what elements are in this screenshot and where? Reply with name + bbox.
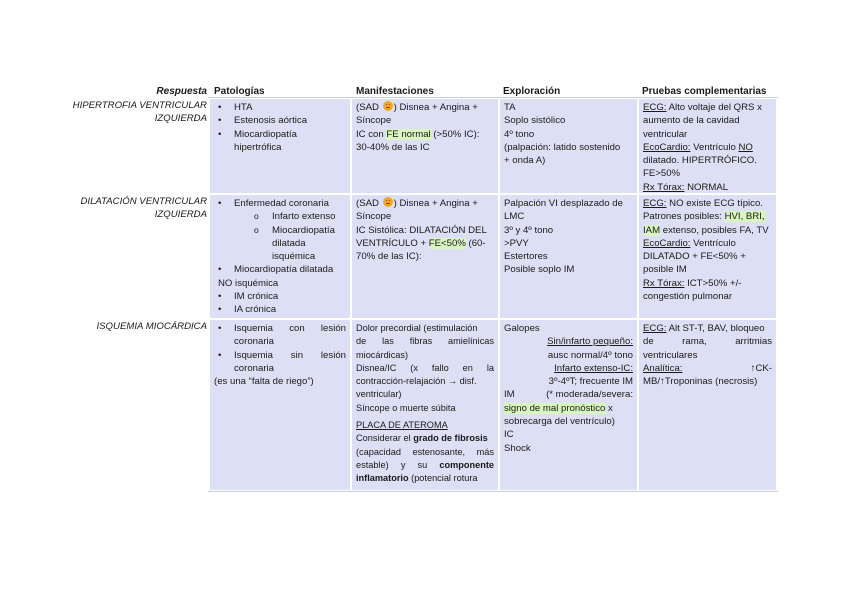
row-label-line: IZQUIERDA <box>154 208 207 220</box>
text-line <box>504 388 633 401</box>
text-line: posible IM <box>643 264 687 276</box>
cell-patologias-isquemia <box>210 320 350 490</box>
cell-pruebas-dilatacion <box>639 195 776 318</box>
text-line: NO isquémica <box>218 277 279 289</box>
text: Ventrículo <box>690 141 739 153</box>
cell-pruebas-isquemia <box>639 320 776 490</box>
header-patologias: Patologías <box>214 86 265 97</box>
text-line <box>643 322 772 335</box>
header-exploracion: Exploración <box>503 86 561 97</box>
header-respuesta: Respuesta <box>156 86 207 97</box>
text: (* moderada/severa: <box>546 389 633 401</box>
list-item: • IM crónica <box>214 290 346 303</box>
text: • Isquemia con lesión <box>234 323 346 334</box>
text: Patrones posibles: <box>643 211 725 223</box>
row-label-line: DILATACIÓN VENTRICULAR <box>80 196 207 207</box>
text: grado de fibrosis <box>413 433 488 444</box>
table-border-bottom <box>208 491 778 492</box>
cell-patologias-hipertrofia <box>210 99 350 193</box>
text: inflamatorio <box>356 473 409 484</box>
table-border-top <box>208 97 778 98</box>
text-line: Estertores <box>504 251 548 263</box>
highlight-text: FE normal <box>386 128 431 140</box>
text-line: 30-40% de las IC <box>356 141 430 153</box>
cell-exploracion-hipertrofia <box>500 99 637 193</box>
ecocardio-label: EcoCardio: <box>643 141 691 153</box>
text-line: DILATADO + FE<50% + <box>643 251 746 263</box>
text-line: Shock <box>504 442 531 454</box>
text: (SAD <box>356 198 379 209</box>
text-line <box>643 237 772 250</box>
text: (potencial rotura <box>408 473 478 484</box>
text-line: 3º y 4º tono <box>504 224 554 236</box>
text-line: IC <box>504 429 514 441</box>
text-line: TA <box>504 102 516 113</box>
list-item <box>214 263 346 276</box>
text: IM <box>504 389 515 401</box>
text-line <box>356 459 494 472</box>
cell-manifestaciones-dilatacion <box>352 195 498 318</box>
text: isquémica <box>272 251 316 263</box>
text-line: Síncope <box>356 115 392 127</box>
text-line: (palpación: latido sostenido <box>504 141 621 153</box>
row-label-isquemia <box>62 321 207 334</box>
text-line <box>356 101 494 114</box>
cell-exploracion-dilatacion <box>500 195 637 318</box>
text-line: 70% de las IC): <box>356 251 422 263</box>
cell-pruebas-hipertrofia <box>639 99 776 193</box>
row-label-line: ISQUEMIA MIOCÁRDICA <box>96 321 207 332</box>
text-line: Galopes <box>504 323 540 334</box>
text-line: Soplo sistólico <box>504 115 566 127</box>
text-line: Palpación VI desplazado de <box>504 198 623 209</box>
text-line: de las fibras amielínicas <box>356 336 494 347</box>
row-label-hipertrofia <box>62 100 207 126</box>
text: Miocardiopatía <box>272 224 335 236</box>
text: extenso, posibles FA, TV <box>660 224 769 236</box>
list-item: • Estenosis aórtica <box>214 114 346 127</box>
list-item <box>214 349 346 376</box>
text: coronaria <box>234 362 274 374</box>
cell-exploracion-isquemia <box>500 320 637 490</box>
text: ) Disnea + Angina + <box>393 102 478 113</box>
highlight-text: signo de mal pronóstico <box>504 402 606 414</box>
ecocardio-label: EcoCardio: <box>643 237 691 249</box>
text: ) Disnea + Angina + <box>393 198 478 209</box>
rx-label: Rx Tórax: <box>643 277 685 289</box>
text: (>50% IC): <box>430 128 480 140</box>
text: NO <box>738 141 753 153</box>
text-line: + onda A) <box>504 155 546 167</box>
text: hipertrófica <box>234 141 282 153</box>
text: dilatada <box>272 237 306 249</box>
text-line: ventricular) <box>356 389 402 400</box>
sad-face-icon <box>383 197 393 207</box>
text-line <box>643 362 772 375</box>
text-line: Síncope o muerte súbita <box>356 402 456 413</box>
row-label-line: HIPERTROFIA VENTRICULAR <box>72 100 207 111</box>
text-line: (es una “falta de riego”) <box>214 376 314 388</box>
text-line: Sin/infarto pequeño: <box>547 336 633 348</box>
text-line <box>356 237 494 250</box>
text-line: Infarto extenso-IC: <box>554 362 633 374</box>
text-line <box>643 197 772 210</box>
highlight-text: FE<50% <box>428 237 466 249</box>
text-line <box>504 402 633 415</box>
text-line <box>356 432 494 445</box>
text: Ventrículo <box>690 237 736 249</box>
text-line: LMC <box>504 211 525 223</box>
text-line: Disnea/IC (x fallo en la <box>356 362 494 373</box>
text-line: ventricular <box>643 128 688 140</box>
text-line <box>356 197 494 210</box>
text-line: IC Sistólica: DILATACIÓN DEL <box>356 224 487 236</box>
list-item <box>214 322 346 349</box>
text-line: Dolor precordial (estimulación <box>356 323 478 333</box>
list-item <box>214 128 346 155</box>
text: Alto voltaje del QRS x <box>666 102 762 113</box>
text-line: PLACA DE ATEROMA <box>356 420 448 431</box>
text: ICT>50% +/- <box>684 277 742 289</box>
list-item: • IA crónica <box>214 303 346 316</box>
text: NO existe ECG típico. <box>666 198 763 209</box>
text-line: sobrecarga del ventrículo) <box>504 416 615 428</box>
text-line: >PVY <box>504 237 529 249</box>
ecg-label: ECG: <box>643 198 667 209</box>
text: estable) y su <box>356 459 440 470</box>
text: Considerar el <box>356 433 414 444</box>
text: (SAD <box>356 102 379 113</box>
text: coronaria <box>234 336 274 348</box>
text-line: de rama, arritmias <box>643 336 772 348</box>
row-label-dilatacion <box>62 196 207 222</box>
text: VENTRÍCULO + <box>356 237 429 249</box>
text-line: ausc normal/4º tono <box>547 349 633 361</box>
header-pruebas: Pruebas complementarias <box>642 86 767 97</box>
text: • Isquemia sin lesión <box>234 349 346 361</box>
highlight-text: HVI, BRI, <box>724 211 765 223</box>
cell-patologias-dilatacion <box>210 195 350 318</box>
list-item: • HTA <box>214 101 346 114</box>
analitica-label: Analítica: <box>643 362 683 374</box>
text-line <box>643 277 772 290</box>
sad-face-icon <box>383 101 393 111</box>
list-item: o Infarto extenso <box>214 210 346 223</box>
header-manifestaciones: Manifestaciones <box>356 86 434 97</box>
text-line <box>643 181 772 194</box>
text-line: FE>50% <box>643 168 681 180</box>
list-item: • Enfermedad coronaria <box>214 197 346 210</box>
row-label-line: IZQUIERDA <box>154 112 207 124</box>
text: Miocardiopatía dilatada <box>234 264 334 276</box>
text-line: MB/↑Troponinas (necrosis) <box>643 376 758 388</box>
rx-label: Rx Tórax: <box>643 181 685 193</box>
ecg-label: ECG: <box>643 323 667 334</box>
text: Miocardiopatía <box>234 128 297 140</box>
text-line <box>643 141 772 154</box>
text-line <box>643 101 772 114</box>
cell-manifestaciones-hipertrofia <box>352 99 498 193</box>
text-line: Síncope <box>356 211 392 223</box>
text: Alt ST-T, BAV, bloqueo <box>666 323 765 334</box>
text-line: (capacidad estenosante, más <box>356 446 494 457</box>
text: IC con <box>356 128 387 140</box>
text-line <box>356 472 494 485</box>
text: ↑CK- <box>682 362 772 374</box>
text: NORMAL <box>684 181 729 193</box>
text-line <box>356 128 494 141</box>
text: x <box>605 402 613 414</box>
text-line: aumento de la cavidad <box>643 115 740 127</box>
text-line: congestión pulmonar <box>643 291 733 303</box>
text-line: miocárdicas) <box>356 349 409 360</box>
text-line: ventriculares <box>643 349 698 361</box>
text-line: dilatado. HIPERTRÓFICO. <box>643 155 757 167</box>
text: (60- <box>465 237 486 249</box>
text-line <box>643 210 772 223</box>
text: componente <box>439 459 494 470</box>
list-item <box>214 224 346 264</box>
cell-manifestaciones-isquemia <box>352 320 498 490</box>
text-line: 4º tono <box>504 128 535 140</box>
text-line <box>643 224 772 237</box>
text-line: 3º-4ºT; frecuente IM <box>548 376 633 388</box>
text-line: Posible soplo IM <box>504 264 575 276</box>
highlight-text: IAM <box>643 224 661 236</box>
text-line: contracción-relajación → disf. <box>356 376 477 387</box>
ecg-label: ECG: <box>643 102 667 113</box>
